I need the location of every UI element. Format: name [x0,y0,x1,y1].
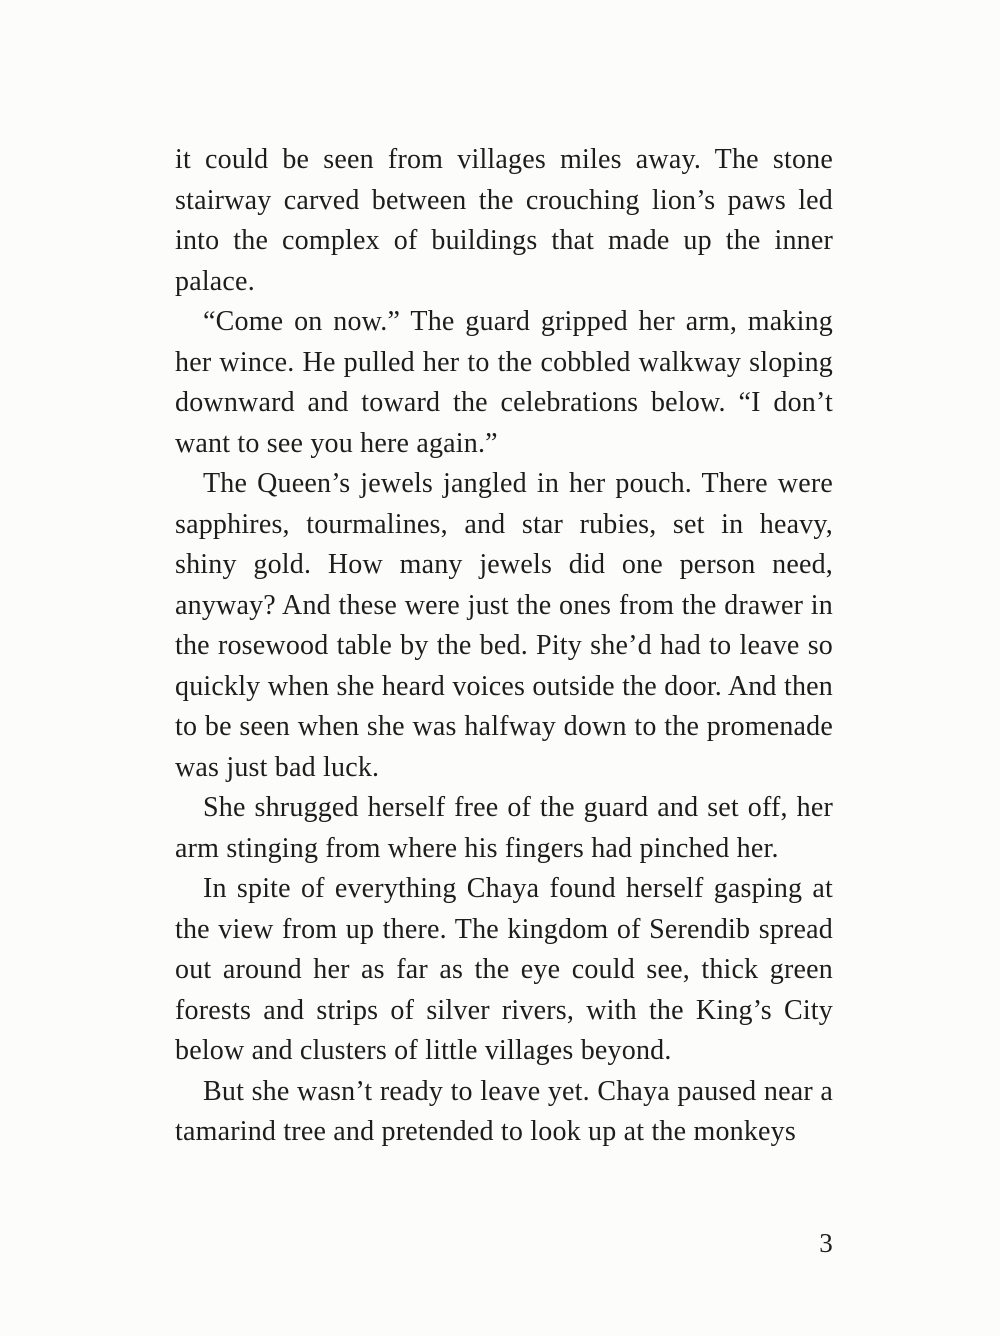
paragraph: The Queen’s jewels jangled in her pouch. There were sapphires, tourmalines, and star rubies, set in heavy, shiny gold. How many jewels did one person need, anyway? And these were just the ones from the drawer in the rosewood table by the bed. Pity she’d had to leave so quickly when she heard voices outside the door. And then to be seen when she was halfway down to the promenade was just bad luck. [175,468,833,783]
body-text [175,140,833,1153]
paragraph: “Come on now.” The guard gripped her arm, making her wince. He pulled her to the cobbled walkway sloping downward and toward the celebrations below. “I don’t want to see you here again.” [175,306,833,459]
paragraph: She shrugged herself free of the guard and set off, her arm stinging from where his fingers had pinched her. [175,792,833,864]
paragraph: But she wasn’t ready to leave yet. Chaya paused near a tamarind tree and pretended to look up at the monkeys [175,1075,833,1147]
page-number: 3 [819,1228,833,1258]
paragraph: In spite of everything Chaya found herself gasping at the view from up there. The kingdom of Serendib spread out around her as far as the eye could see, thick green forests and strips of silver rivers, with the King’s City below and clusters of little villages beyond. [175,873,833,1066]
paragraph: it could be seen from villages miles away. The stone stairway carved between the crouching lion’s paws led into the complex of buildings that made up the inner palace. [175,144,833,297]
